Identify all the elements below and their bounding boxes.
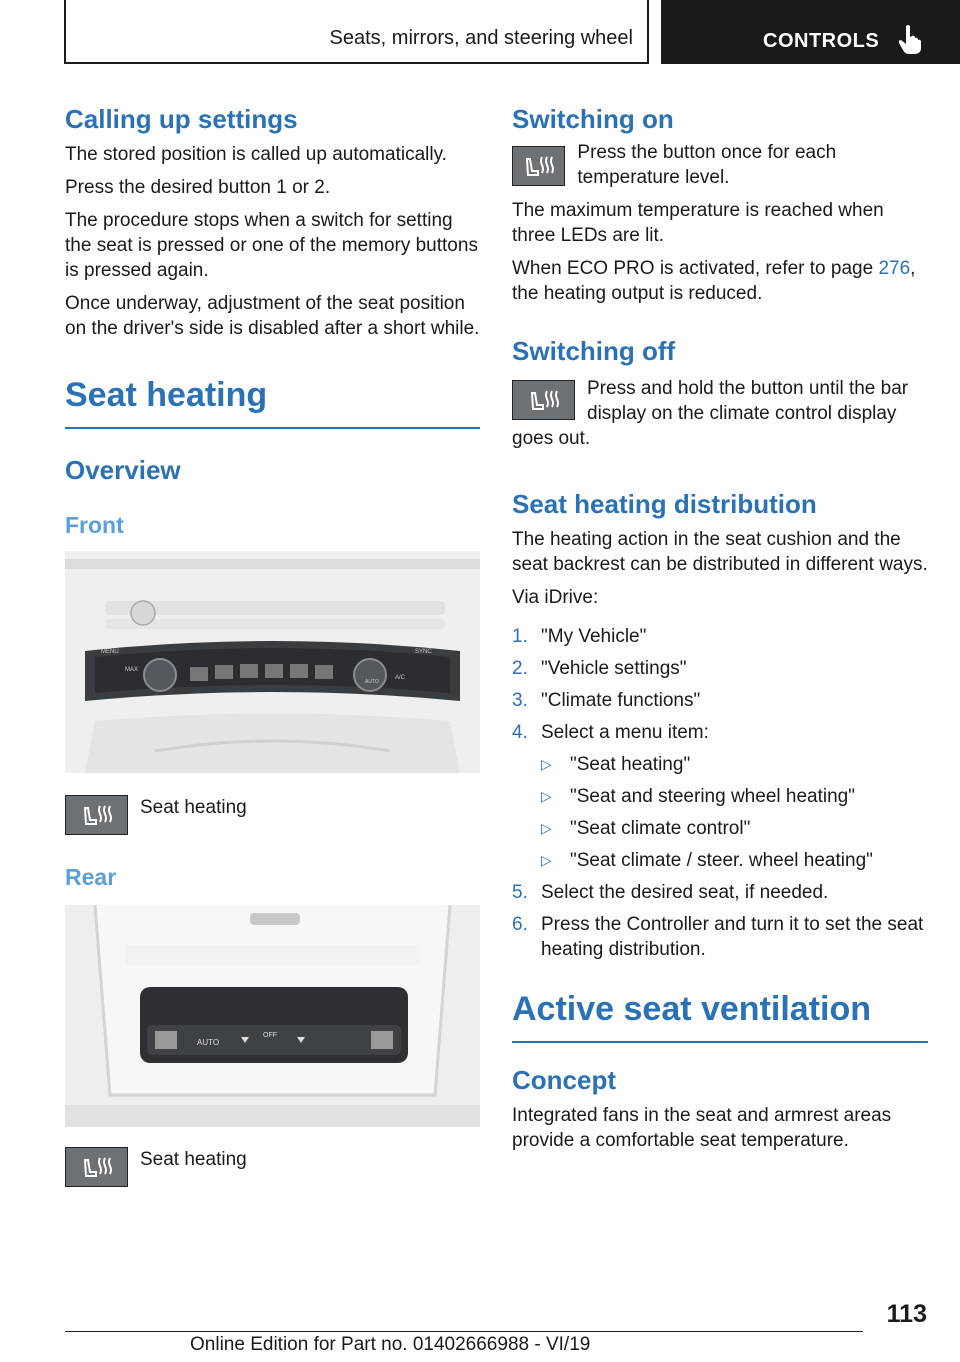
seat-heating-heading: Seat heating [65, 376, 268, 414]
list-item: ▷ "Seat heating" [541, 754, 691, 775]
calling-paragraph: Press the desired button 1 or 2. [65, 177, 331, 198]
svg-text:OFF: OFF [263, 1031, 277, 1039]
switch-off-block [512, 376, 928, 459]
header-section-tab [64, 0, 649, 64]
front-seat-heating-legend [65, 795, 480, 835]
seat-heating-icon [65, 795, 128, 835]
list-item: 4. Select a menu item: ▷ "Seat heating" ▷ "Seat and steering wheel heating" ▷ "Seat climate control" ▷ "Seat climate / steer. wheel heating" [512, 720, 928, 873]
footer-edition: Online Edition for Part no. 01402666988 - VI/19 [190, 1334, 591, 1355]
menu-item-options [541, 752, 928, 873]
list-item: 5. Select the desired seat, if needed. [512, 882, 829, 903]
left-column [65, 104, 480, 1187]
header-category-label: CONTROLS [763, 30, 880, 52]
overview-heading: Overview [65, 454, 181, 485]
svg-text:MAX: MAX [125, 666, 139, 673]
list-item: ▷ "Seat climate control" [541, 818, 751, 839]
calling-heading: Calling up settings [65, 104, 298, 134]
svg-text:SYNC: SYNC [415, 648, 432, 655]
list-item: ▷ "Seat and steering wheel heating" [541, 786, 855, 807]
concept-paragraph: Integrated fans in the seat and armrest areas provide a comfortable seat temperature. [512, 1104, 892, 1151]
front-panel-illustration [65, 551, 480, 773]
distribution-paragraph: Via iDrive: [512, 587, 599, 608]
front-seat-heating-caption: Seat heating [140, 796, 247, 818]
header-section-title: Seats, mirrors, and steering wheel [329, 27, 633, 49]
seat-heating-icon [512, 380, 575, 420]
seat-heating-icon [65, 1147, 128, 1187]
rear-seat-heating-caption: Seat heating [140, 1148, 247, 1170]
rear-climate-panel-image [65, 905, 480, 1127]
rear-panel-illustration [65, 905, 480, 1127]
idrive-steps [512, 624, 928, 962]
svg-text:AUTO: AUTO [365, 678, 379, 685]
list-item: 1. "My Vehicle" [512, 626, 647, 647]
seat-heating-icon [512, 146, 565, 186]
svg-text:AUTO: AUTO [197, 1037, 220, 1047]
header-category-tab [661, 0, 960, 64]
svg-text:MENU: MENU [101, 648, 119, 655]
calling-paragraph: The stored position is called up automatically. [65, 144, 447, 165]
page-number: 113 [886, 1300, 927, 1328]
distribution-heading: Seat heating distribution [512, 489, 817, 519]
right-column [512, 104, 928, 1161]
list-item: ▷ "Seat climate / steer. wheel heating" [541, 850, 873, 871]
switch-on-block [512, 142, 928, 190]
front-climate-panel-image [65, 551, 480, 773]
page-reference-link[interactable]: 276 [878, 258, 911, 279]
list-item: 2. "Vehicle settings" [512, 658, 687, 679]
eco-pro-paragraph: When ECO PRO is activated, refer to page 276, the heating output is reduced. [512, 258, 916, 304]
switch-off-instruction: Press and hold the button until the bar display on the climate control display goes out. [512, 378, 909, 449]
distribution-paragraph: The heating action in the seat cushion and the seat backrest can be distributed in different ways. [512, 529, 928, 575]
switch-on-paragraph: The maximum temperature is reached when three LEDs are lit. [512, 200, 884, 246]
list-item: 3. "Climate functions" [512, 690, 701, 711]
list-item: 6. Press the Controller and turn it to set the seat heating distribution. [512, 914, 924, 960]
switch-on-instruction: Press the button once for each temperature level. [577, 142, 837, 188]
front-heading: Front [65, 511, 124, 538]
rear-seat-heating-legend [65, 1147, 480, 1187]
rear-heading: Rear [65, 863, 117, 890]
footer-rule [65, 1331, 863, 1332]
hand-pointer-icon [897, 24, 923, 54]
concept-heading: Concept [512, 1064, 616, 1095]
svg-text:A/C: A/C [395, 674, 406, 681]
calling-paragraph: The procedure stops when a switch for setting the seat is pressed or one of the memory buttons is pressed again. [65, 210, 478, 281]
calling-paragraph: Once underway, adjustment of the seat position on the driver's side is disabled after a short while. [65, 293, 480, 339]
switch-off-heading: Switching off [512, 336, 676, 366]
switch-on-heading: Switching on [512, 104, 674, 134]
ventilation-heading: Active seat ventilation [512, 990, 872, 1028]
